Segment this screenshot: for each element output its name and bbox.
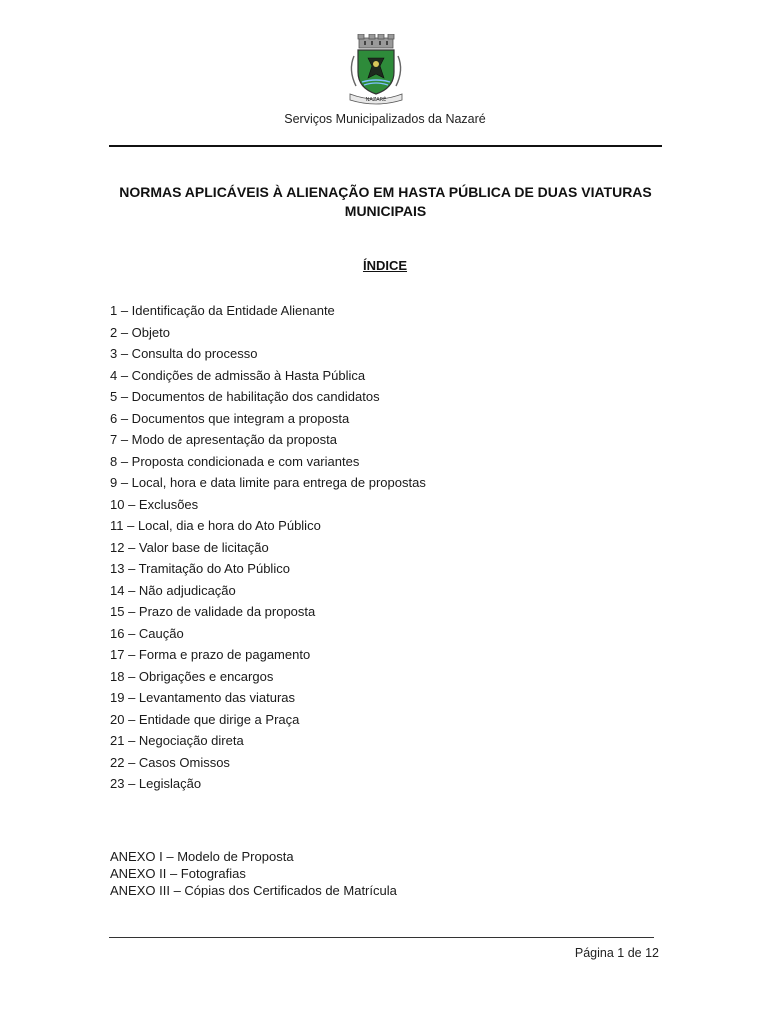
annex-list bbox=[110, 848, 397, 899]
toc-item-15: 15 – Prazo de validade da proposta bbox=[110, 604, 316, 619]
toc-item-3: 3 – Consulta do processo bbox=[110, 346, 258, 361]
toc-item-8: 8 – Proposta condicionada e com variantes bbox=[110, 453, 360, 469]
toc-item-14: 14 – Não adjudicação bbox=[110, 582, 236, 598]
toc-item-22: 22 – Casos Omissos bbox=[110, 754, 230, 770]
annex-item-2: ANEXO II – Fotografias bbox=[110, 866, 246, 881]
toc-item-11: 11 – Local, dia e hora do Ato Público bbox=[110, 518, 321, 533]
page-number: Página 1 de 12 bbox=[574, 946, 659, 960]
toc-item-21: 21 – Negociação direta bbox=[110, 733, 244, 748]
document-title-line-1: NORMAS APLICÁVEIS À ALIENAÇÃO EM HASTA PÚBLICA DE DUAS VIATURAS bbox=[119, 184, 652, 200]
toc-item-6: 6 – Documentos que integram a proposta bbox=[110, 410, 350, 426]
toc-item-16: 16 – Caução bbox=[110, 625, 184, 641]
toc-item-17: 17 – Forma e prazo de pagamento bbox=[110, 647, 311, 662]
annex-item-1: ANEXO I – Modelo de Proposta bbox=[110, 849, 294, 864]
document-title-line-2: MUNICIPAIS bbox=[344, 203, 427, 219]
footer-divider bbox=[109, 937, 654, 938]
toc-item-20: 20 – Entidade que dirige a Praça bbox=[110, 711, 300, 727]
toc-item-2: 2 – Objeto bbox=[110, 324, 170, 340]
toc-item-18: 18 – Obrigações e encargos bbox=[110, 668, 274, 684]
document-title bbox=[110, 183, 661, 221]
toc-item-4: 4 – Condições de admissão à Hasta Pública bbox=[110, 367, 366, 383]
header-divider bbox=[109, 145, 662, 147]
toc-item-23: 23 – Legislação bbox=[110, 776, 202, 791]
index-heading: ÍNDICE bbox=[362, 258, 408, 273]
annex-item-3: ANEXO III – Cópias dos Certificados de Matrícula bbox=[110, 883, 397, 898]
toc-item-19: 19 – Levantamento das viaturas bbox=[110, 690, 296, 705]
crest-ribbon-text: NAZARÉ bbox=[365, 97, 387, 103]
toc-item-7: 7 – Modo de apresentação da proposta bbox=[110, 432, 337, 447]
coat-of-arms-icon bbox=[344, 34, 408, 106]
toc-item-1: 1 – Identificação da Entidade Alienante bbox=[110, 303, 335, 318]
toc-item-9: 9 – Local, hora e data limite para entrega de propostas bbox=[110, 475, 426, 490]
table-of-contents bbox=[110, 300, 426, 795]
organization-name: Serviços Municipalizados da Nazaré bbox=[284, 112, 486, 126]
toc-item-5: 5 – Documentos de habilitação dos candidatos bbox=[110, 389, 380, 404]
toc-item-12: 12 – Valor base de licitação bbox=[110, 539, 269, 555]
toc-item-10: 10 – Exclusões bbox=[110, 496, 199, 512]
toc-item-13: 13 – Tramitação do Ato Público bbox=[110, 561, 290, 576]
